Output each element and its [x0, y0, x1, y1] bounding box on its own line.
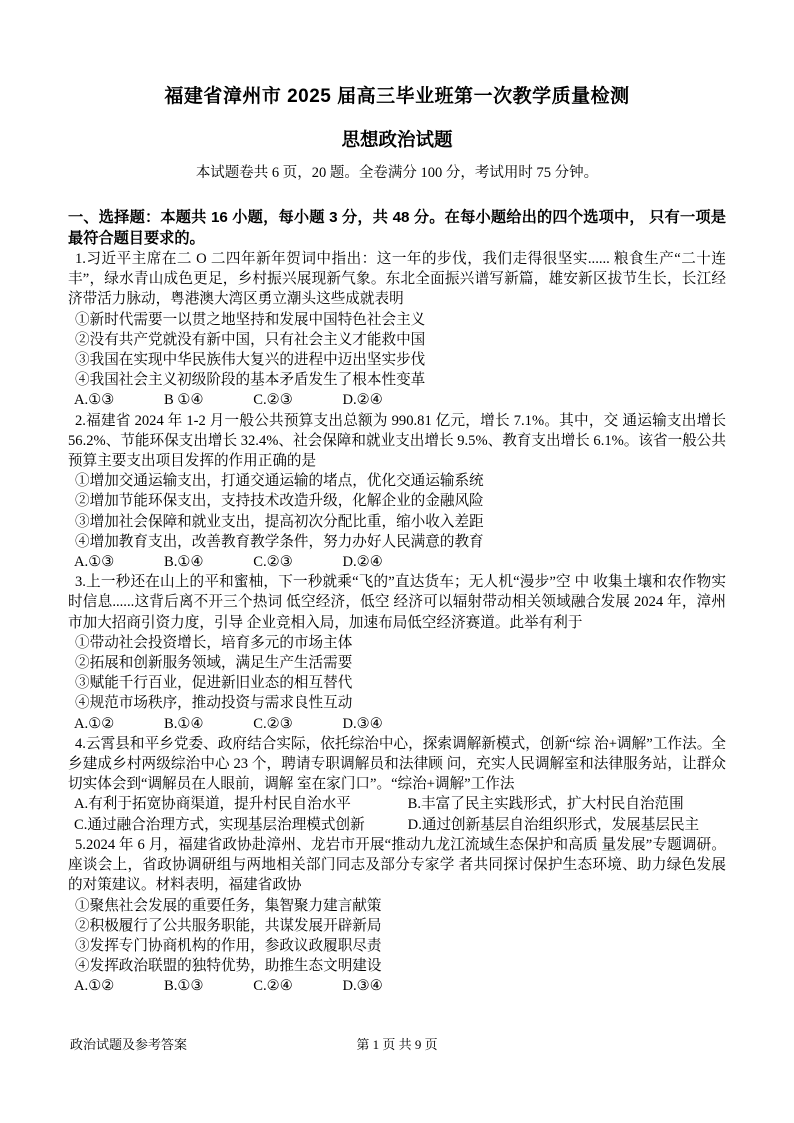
statement-item: ②积极履行了公共服务职能，共谋发展开辟新局 [75, 917, 382, 934]
exam-info-line: 本试题卷共 6 页，20 题。全卷满分 100 分，考试用时 75 分钟。 [195, 165, 599, 181]
statement-item: ③我国在实现中华民族伟大复兴的进程中迈出坚实步伐 [75, 352, 426, 369]
statement-item: ②没有共产党就没有新中国，只有社会主义才能救中国 [75, 331, 426, 348]
exam-subtitle: 思想政治试题 [341, 129, 453, 150]
statement-item: ①增加交通运输支出，打通交通运输的堵点，优化交通运输系统 [75, 473, 484, 490]
statement-item: ④发挥政治联盟的独特优势，助推生态文明建设 [75, 958, 382, 975]
answer-choice-b: B.丰富了民主实践形式，扩大村民自治范围 [407, 796, 684, 813]
answer-choice-a: A.①② [74, 715, 115, 732]
question-4 [68, 734, 726, 835]
answer-choice-a: A.①③ [74, 554, 115, 571]
answer-choice-c: C.②③ [253, 554, 293, 571]
question-5 [68, 835, 726, 997]
answer-row [68, 552, 726, 572]
answer-row [68, 815, 726, 835]
answer-row [68, 794, 726, 814]
answer-choice-a: A.①② [74, 978, 115, 995]
statement-item: ①带动社会投资增长，培育多元的市场主体 [75, 634, 353, 651]
answer-choice-b: B.①④ [164, 715, 204, 732]
question-1 [68, 249, 726, 411]
statement-item: ④我国社会主义初级阶段的基本矛盾发生了根本性变革 [75, 372, 426, 389]
answer-choice-c: C.通过融合治理方式，实现基层治理模式创新 [74, 816, 365, 833]
answer-choice-b: B.①③ [164, 978, 204, 995]
statement-item: ②拓展和创新服务领域，满足生产生活需要 [75, 655, 353, 672]
statement-item: ①聚焦社会发展的重要任务，集智聚力建言献策 [75, 897, 382, 914]
answer-choice-a: A.①③ [74, 392, 115, 409]
page-footer [68, 1036, 726, 1054]
question-3 [68, 572, 726, 734]
statement-item: ④规范市场秩序，推动投资与需求良性互动 [75, 695, 353, 712]
question-stem: 1.习近平主席在二 O 二四年新年贺词中指出：这一年的步伐，我们走得很坚实...... 粮食生产“二十连丰”，绿水青山成色更足，乡村振兴展现新气象。东北全面振兴谱写新篇，雄安新区拔节生长，长江经济带活力脉动，粤港澳大湾区勇立潮头这些成就表明 [68, 251, 726, 308]
question-stem: 3.上一秒还在山上的平和蜜柚，下一秒就乘“飞的”直达货车；无人机“漫步”空 中 收集土壤和农作物实时信息......这背后离不开三个热词 低空经济，低空 经济可以辐射带动相关领域融合发展 2024 年，漳州市加大招商引资力度，引导 企业竞相入局，加速布局低空经济赛道。此举有利于 [68, 574, 726, 631]
statement-item: ④增加教育支出，改善教育教学条件，努力办好人民满意的教育 [75, 533, 484, 550]
answer-choice-c: C.②④ [253, 978, 293, 995]
question-stem: 4.云霄县和平乡党委、政府结合实际，依托综治中心，探索调解新模式，创新“综 治+调解”工作法。全乡建成乡村两级综治中心 23 个，聘请专职调解员和法律顾 问，充实人民调解室和法律服务站，让群众切实体会到“调解员在人眼前，调解 室在家门口”。“综治+调解”工作法 [68, 735, 726, 793]
statement-item: ①新时代需要一以贯之地坚持和发展中国特色社会主义 [75, 311, 426, 328]
question-stem: 5.2024 年 6 月，福建省政协赴漳州、龙岩市开展“推动九龙江流域生态保护和高质 量发展”专题调研。座谈会上，省政协调研组与两地相关部门同志及部分专家学 者共同探讨保护生态环境、助力绿色发展的对策建议。材料表明，福建省政协 [68, 836, 726, 894]
answer-row [68, 976, 726, 996]
answer-choice-d: D.③④ [342, 978, 383, 995]
answer-choice-c: C.②③ [253, 392, 293, 409]
answer-choice-c: C.②③ [253, 715, 293, 732]
section-heading: 一、选择题：本题共 16 小题，每小题 3 分，共 48 分。在每小题给出的四个选项中， 只有一项是最符合题目要求的。 [68, 209, 726, 247]
answer-row [68, 714, 726, 734]
footer-doc-label: 政治试题及参考答案 [70, 1037, 188, 1052]
answer-choice-d: D.②④ [342, 554, 383, 571]
answer-row [68, 390, 726, 410]
exam-title: 福建省漳州市 2025 届高三毕业班第一次教学质量检测 [164, 86, 630, 107]
statement-item: ③增加社会保障和就业支出，提高初次分配比重，缩小收入差距 [75, 513, 484, 530]
footer-page-number: 第 1 页 共 9 页 [356, 1037, 438, 1052]
statement-item: ②增加节能环保支出，支持技术改造升级，化解企业的金融风险 [75, 493, 484, 510]
answer-choice-a: A.有利于拓宽协商渠道，提升村民自治水平 [74, 796, 351, 813]
statement-item: ③赋能千行百业，促进新旧业态的相互替代 [75, 675, 353, 692]
question-2 [68, 411, 726, 573]
answer-choice-b: B ①④ [164, 392, 204, 409]
question-stem: 2.福建省 2024 年 1-2 月一般公共预算支出总额为 990.81 亿元，增长 7.1%。其中，交 通运输支出增长 56.2%、节能环保支出增长 32.4%、社会保障和就业支出增长 9.5%、教育支出增长 6.1%。该省一般公共预算主要支出项目发挥的作用正确的是 [68, 412, 726, 470]
answer-choice-d: D.③④ [342, 715, 383, 732]
answer-choice-d: D.通过创新基层自治组织形式，发展基层民主 [407, 816, 700, 833]
answer-choice-b: B.①④ [164, 554, 204, 571]
answer-choice-d: D.②④ [342, 392, 383, 409]
statement-item: ③发挥专门协商机构的作用，参政议政履职尽责 [75, 937, 382, 954]
